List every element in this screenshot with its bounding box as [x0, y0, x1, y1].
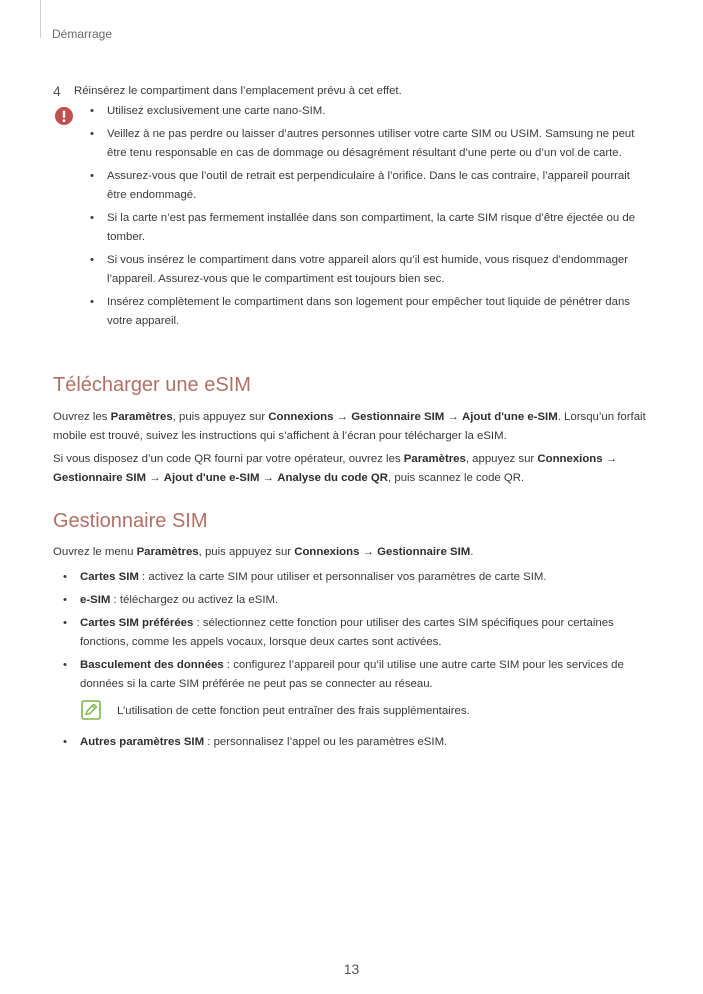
- text: , appuyez sur: [465, 453, 538, 465]
- text: Ouvrez les: [53, 411, 111, 423]
- menu-path-settings: Paramètres: [403, 453, 466, 465]
- item-desc: : sélectionnez cette fonction pour utiliser des cartes SIM spécifiques pour certaines fonctions, comme les appels vocaux, lorsque deux cartes sont activées.: [80, 617, 614, 648]
- item-desc: : personnalisez l’appel ou les paramètres eSIM.: [204, 736, 448, 748]
- arrow-icon: →: [259, 472, 278, 484]
- item-desc: : téléchargez ou activez la eSIM.: [110, 594, 279, 606]
- menu-path-qr-scan: Analyse du code QR: [277, 472, 389, 484]
- menu-path-connections: Connexions: [537, 453, 603, 465]
- arrow-icon: →: [602, 453, 618, 465]
- page-header: Démarrage: [52, 27, 113, 41]
- menu-path-add-esim: Ajout d'une e-SIM: [461, 411, 558, 423]
- esim-paragraph-1: [53, 408, 653, 446]
- esim-paragraph-2: [53, 450, 653, 488]
- sim-manager-list: [53, 568, 653, 698]
- step-text: Réinsérez le compartiment dans l’emplacement prévu à cet effet.: [74, 85, 402, 97]
- item-desc: : activez la carte SIM pour utiliser et personnaliser vos paramètres de carte SIM.: [138, 571, 547, 583]
- list-item: [53, 656, 653, 694]
- text: , puis appuyez sur: [172, 411, 269, 423]
- item-term: Autres paramètres SIM: [80, 736, 205, 748]
- arrow-icon: →: [359, 546, 378, 558]
- arrow-icon: →: [333, 411, 352, 423]
- list-item: [53, 591, 653, 610]
- warning-list: [90, 102, 650, 335]
- warning-item: • Veillez à ne pas perdre ou laisser d’autres personnes utiliser votre carte SIM ou USIM. Samsung ne peut être tenu responsable en cas de dommage ou désagrément résultant d’une perte ou d’un vol de carte.: [90, 125, 650, 163]
- item-term: e-SIM: [80, 594, 111, 606]
- sim-manager-heading: Gestionnaire SIM: [53, 510, 208, 532]
- arrow-icon: →: [444, 411, 462, 423]
- arrow-icon: →: [146, 472, 164, 484]
- warning-item: • Utilisez exclusivement une carte nano-SIM.: [90, 102, 650, 121]
- text: , puis scannez le code QR.: [388, 472, 525, 484]
- text: .: [470, 546, 474, 558]
- item-term: Cartes SIM préférées: [80, 617, 194, 629]
- menu-path-connections: Connexions: [268, 411, 334, 423]
- text: Ouvrez le menu: [53, 546, 137, 558]
- list-item: [53, 614, 653, 652]
- note-icon: [81, 700, 101, 720]
- list-item: [53, 733, 653, 752]
- note-text: L’utilisation de cette fonction peut entraîner des frais supplémentaires.: [117, 705, 470, 717]
- text: . Lorsqu’un forfait mobile est trouvé, suivez les instructions qui s’affichent à l’écran pour télécharger la eSIM.: [53, 411, 646, 442]
- menu-path-sim-manager: Gestionnaire SIM: [53, 472, 147, 484]
- warning-item: • Si la carte n’est pas fermement installée dans son compartiment, la carte SIM risque d’être éjectée ou de tomber.: [90, 209, 650, 247]
- text: , puis appuyez sur: [198, 546, 295, 558]
- menu-path-settings: Paramètres: [136, 546, 199, 558]
- warning-item: • Insérez complètement le compartiment dans son logement pour empêcher tout liquide de pénétrer dans votre appareil.: [90, 293, 650, 331]
- list-item: [53, 568, 653, 587]
- item-desc: : configurez l’appareil pour qu’il utilise une autre carte SIM pour les services de données si la carte SIM préférée ne peut pas se connecter au réseau.: [80, 659, 624, 690]
- menu-path-connections: Connexions: [294, 546, 360, 558]
- warning-item: • Si vous insérez le compartiment dans votre appareil alors qu’il est humide, vous risquez d’endommager l’appareil. Assurez-vous que le compartiment est toujours bien sec.: [90, 251, 650, 289]
- warning-item: • Assurez-vous que l’outil de retrait est perpendiculaire à l’orifice. Dans le cas contraire, l’appareil pourrait être endommagé.: [90, 167, 650, 205]
- item-term: Cartes SIM: [80, 571, 139, 583]
- menu-path-settings: Paramètres: [110, 411, 173, 423]
- esim-heading: Télécharger une eSIM: [53, 374, 251, 396]
- sim-manager-list-continued: [53, 733, 653, 756]
- menu-path-add-esim: Ajout d'une e-SIM: [163, 472, 260, 484]
- header-divider: [40, 0, 41, 38]
- sim-manager-intro: [53, 543, 653, 562]
- step-number: 4: [53, 83, 61, 99]
- menu-path-sim-manager: Gestionnaire SIM: [351, 411, 445, 423]
- text: Si vous disposez d’un code QR fourni par votre opérateur, ouvrez les: [53, 453, 404, 465]
- item-term: Basculement des données: [80, 659, 224, 671]
- warning-icon: [54, 106, 74, 126]
- page-number: 13: [343, 961, 360, 977]
- menu-path-sim-manager: Gestionnaire SIM: [377, 546, 471, 558]
